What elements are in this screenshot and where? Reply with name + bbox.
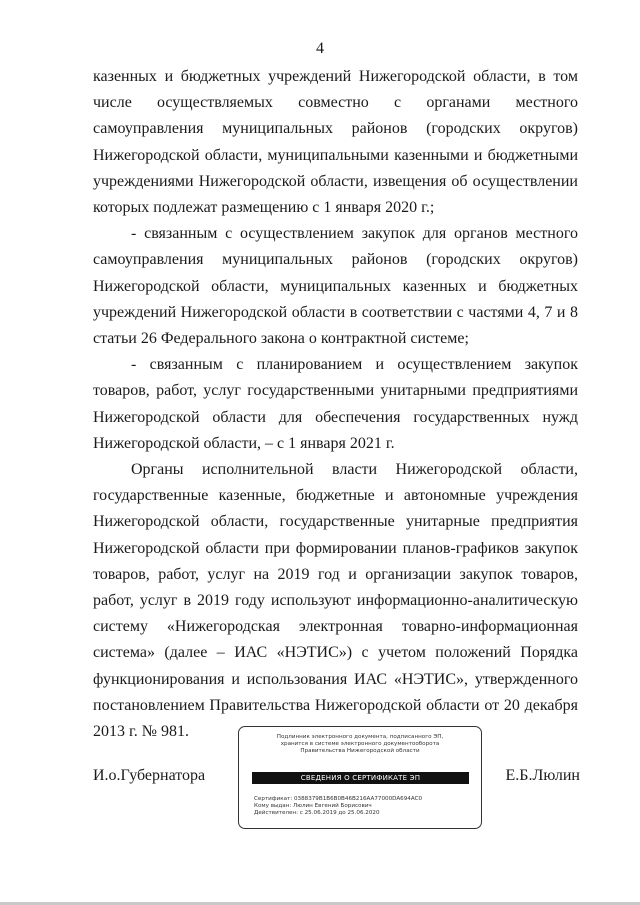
certificate-value: 0388379B1B6B0B46B216AA77000DA694AC0	[293, 796, 423, 802]
issued-to-value: Люлин Евгений Борисович	[293, 803, 372, 809]
valid-label: Действителен:	[254, 810, 298, 816]
paragraph: - связанным с планированием и осуществлением закупок товаров, работ, услуг государственными унитарными предприятиями Нижегородской области для обеспечения государственных нужд Нижегородской области, – с 1 января 2021 г.	[93, 356, 578, 452]
stamp-details	[254, 796, 422, 817]
electronic-signature-stamp	[238, 726, 482, 829]
issued-to-label: Кому выдан:	[254, 803, 292, 809]
certificate-label: Сертификат:	[254, 796, 293, 802]
document-body	[93, 64, 578, 745]
paragraph: Органы исполнительной власти Нижегородской области, государственные казенные, бюджетные и автономные учреждения Нижегородской области, государственные унитарные предприятия Нижегородской области при формировании планов-графиков закупок товаров, работ, услуг на 2019 год и организации закупок товаров, работ, услуг в 2019 году используют информационно-аналитическую систему «Нижегородская электронная товарно-информационная система» (далее – ИАС «НЭТИС») с учетом положений Порядка функционирования и использования ИАС «НЭТИС», утвержденного постановлением Правительства Нижегородской области от 20 декабря 2013 г. № 981.	[93, 461, 578, 741]
signatory-position: И.о.Губернатора	[93, 767, 206, 784]
page-number: 4	[316, 40, 324, 57]
stamp-header-line: Подлинник электронного документа, подписанного ЭП,	[276, 734, 444, 740]
stamp-header-line: Правительства Нижегородской области	[300, 748, 420, 754]
paragraph: казенных и бюджетных учреждений Нижегородской области, в том числе осуществляемых совместно с органами местного самоуправления муниципальных районов (городских округов) Нижегородской области, муниципальными казенными и бюджетными учреждениями Нижегородской области, извещения об осуществлении которых подлежат размещению с 1 января 2020 г.;	[93, 68, 578, 217]
signatory-name: Е.Б.Люлин	[505, 767, 580, 784]
paragraph: - связанным с осуществлением закупок для органов местного самоуправления муниципальных районов (городских округов) Нижегородской области, муниципальных казенных и бюджетных учреждений Нижегородской области в соответствии с частями 4, 7 и 8 статьи 26 Федерального закона о контрактной системе;	[93, 225, 578, 348]
issued-to-row	[254, 803, 422, 810]
certificate-row	[254, 796, 422, 803]
stamp-header	[239, 734, 481, 755]
stamp-title: СВЕДЕНИЯ О СЕРТИФИКАТЕ ЭП	[252, 772, 469, 784]
stamp-header-line: хранится в системе электронного документооборота	[280, 741, 440, 747]
valid-value: с 25.06.2019 до 25.06.2020	[299, 810, 380, 816]
valid-row	[254, 810, 422, 817]
